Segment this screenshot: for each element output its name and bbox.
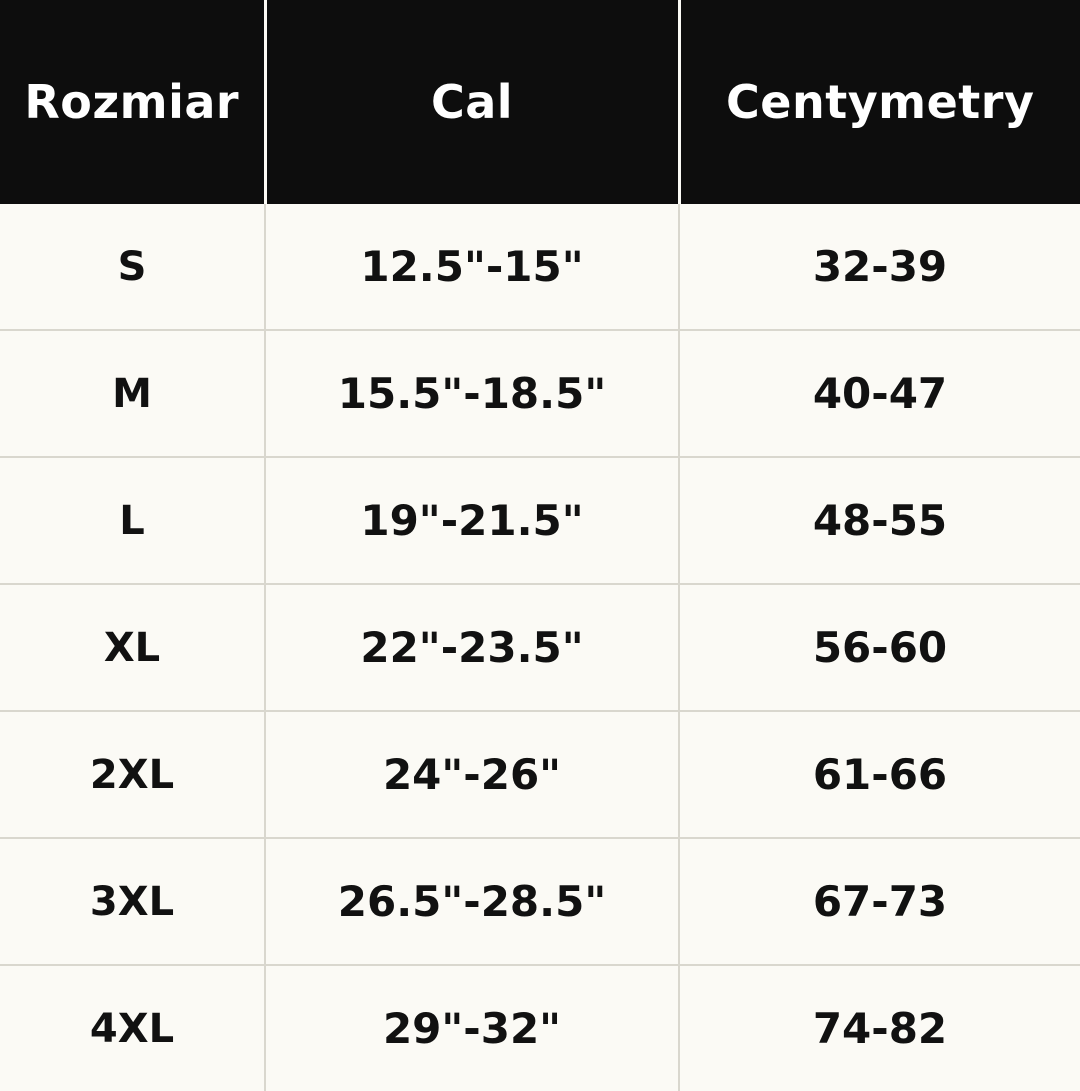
cell-centimeters: 40-47 — [679, 330, 1080, 457]
table-row — [0, 965, 1080, 1091]
cell-centimeters: 74-82 — [679, 965, 1080, 1091]
table-header-row — [0, 0, 1080, 204]
table-row — [0, 584, 1080, 711]
table-row — [0, 711, 1080, 838]
cell-size: L — [0, 457, 265, 584]
cell-inch: 24"-26" — [265, 711, 679, 838]
cell-size: M — [0, 330, 265, 457]
table-body — [0, 204, 1080, 1091]
table-row — [0, 330, 1080, 457]
cell-inch: 26.5"-28.5" — [265, 838, 679, 965]
table-row — [0, 457, 1080, 584]
table-row — [0, 204, 1080, 330]
column-header-centimeters: Centymetry — [679, 0, 1080, 204]
cell-size: XL — [0, 584, 265, 711]
cell-centimeters: 32-39 — [679, 204, 1080, 330]
cell-centimeters: 48-55 — [679, 457, 1080, 584]
cell-centimeters: 67-73 — [679, 838, 1080, 965]
cell-inch: 29"-32" — [265, 965, 679, 1091]
column-header-size: Rozmiar — [0, 0, 265, 204]
cell-inch: 19"-21.5" — [265, 457, 679, 584]
cell-size: 4XL — [0, 965, 265, 1091]
cell-inch: 12.5"-15" — [265, 204, 679, 330]
cell-centimeters: 61-66 — [679, 711, 1080, 838]
cell-centimeters: 56-60 — [679, 584, 1080, 711]
table-header — [0, 0, 1080, 204]
cell-size: 2XL — [0, 711, 265, 838]
table-row — [0, 838, 1080, 965]
column-header-inch: Cal — [265, 0, 679, 204]
cell-inch: 15.5"-18.5" — [265, 330, 679, 457]
cell-inch: 22"-23.5" — [265, 584, 679, 711]
cell-size: S — [0, 204, 265, 330]
cell-size: 3XL — [0, 838, 265, 965]
